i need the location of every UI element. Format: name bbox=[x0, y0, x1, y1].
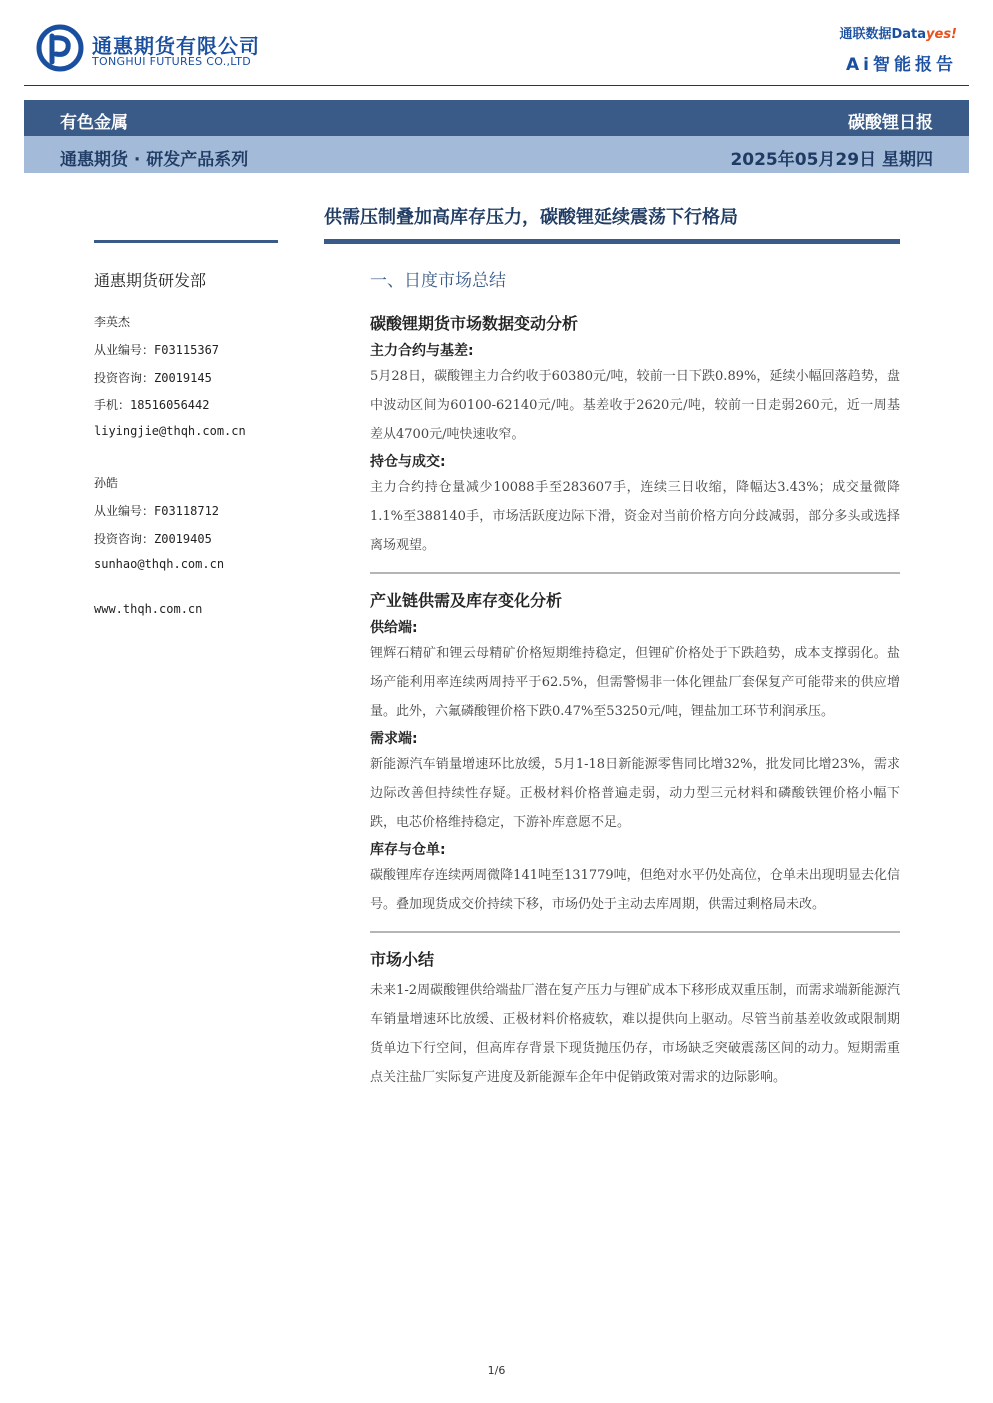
header-divider bbox=[24, 85, 969, 86]
report-type-label: 碳酸锂日报 bbox=[848, 113, 933, 133]
analyst-phone: 手机：18516056442 bbox=[94, 398, 210, 412]
sub-heading: 需求端: bbox=[370, 731, 418, 747]
section-divider bbox=[370, 931, 900, 933]
sidebar-dept: 通惠期货研发部 bbox=[94, 271, 207, 290]
company-logo-icon bbox=[36, 24, 84, 72]
category-label: 有色金属 bbox=[60, 113, 128, 133]
paragraph: 锂辉石精矿和锂云母精矿价格短期维持稳定，但锂矿价格处于下跌趋势，成本支撑弱化。盐场产能利用率连续两周持平于62.5%，但需警惕非一体化锂盐厂套保复产可能带来的供应增量。此外，六氟磷酸锂价格下跌0.47%至53250元/吨，锂盐加工环节利润承压。 bbox=[370, 646, 900, 719]
series-label: 通惠期货 · 研发产品系列 bbox=[60, 150, 249, 170]
datayes-logo bbox=[839, 23, 957, 42]
analyst-license: 从业编号：F03118712 bbox=[94, 504, 220, 518]
section-divider bbox=[370, 572, 900, 574]
datayes-brand: Data bbox=[891, 27, 927, 42]
sidebar-rule bbox=[94, 240, 278, 243]
datayes-yes: yes! bbox=[926, 27, 957, 42]
banner-bottom bbox=[24, 136, 969, 173]
analyst-email[interactable]: liyingjie@thqh.com.cn bbox=[94, 424, 246, 438]
sub-heading: 持仓与成交: bbox=[370, 454, 446, 470]
sub-heading: 主力合约与基差: bbox=[370, 343, 474, 359]
main-content bbox=[370, 262, 900, 1094]
datayes-cn: 通联数据 bbox=[839, 27, 892, 42]
company-name-en: TONGHUI FUTURES CO.,LTD bbox=[92, 55, 252, 68]
page-number: 1/6 bbox=[487, 1364, 506, 1377]
paragraph: 新能源汽车销量增速环比放缓，5月1-18日新能源零售同比增32%，批发同比增23%，需求边际改善但持续性存疑。正极材料价格普遍走弱，动力型三元材料和磷酸铁锂价格小幅下跌，电芯价格维持稳定，下游补库意愿不足。 bbox=[370, 757, 900, 830]
website-link[interactable]: www.thqh.com.cn bbox=[94, 602, 203, 616]
sub-heading: 供给端: bbox=[370, 620, 418, 636]
banner-top bbox=[24, 100, 969, 136]
ai-report-label: Ai智能报告 bbox=[846, 55, 957, 75]
report-date: 2025年05月29日 星期四 bbox=[730, 150, 933, 170]
block-title: 市场小结 bbox=[370, 950, 435, 969]
analyst-advisory: 投资咨询：Z0019145 bbox=[94, 371, 212, 385]
block-title: 产业链供需及库存变化分析 bbox=[370, 591, 563, 610]
sub-heading: 库存与仓单: bbox=[370, 842, 446, 858]
company-name-cn: 通惠期货有限公司 bbox=[92, 34, 260, 58]
report-title: 供需压制叠加高库存压力，碳酸锂延续震荡下行格局 bbox=[324, 207, 738, 228]
analyst-name: 孙皓 bbox=[94, 476, 119, 490]
paragraph: 主力合约持仓量减少10088手至283607手，连续三日收缩，降幅达3.43%；成交量微降1.1%至388140手，市场活跃度边际下滑，资金对当前价格方向分歧减弱，部分多头或选择离场观望。 bbox=[370, 480, 900, 553]
analyst-license: 从业编号：F03115367 bbox=[94, 343, 220, 357]
paragraph: 未来1-2周碳酸锂供给端盐厂潜在复产压力与锂矿成本下移形成双重压制，而需求端新能源汽车销量增速环比放缓、正极材料价格疲软，难以提供向上驱动。尽管当前基差收敛或限制期货单边下行空间，但高库存背景下现货抛压仍存，市场缺乏突破震荡区间的动力。短期需重点关注盐厂实际复产进度及新能源车企年中促销政策对需求的边际影响。 bbox=[370, 983, 900, 1085]
analyst-email[interactable]: sunhao@thqh.com.cn bbox=[94, 557, 225, 571]
title-underline bbox=[324, 239, 900, 244]
block-title: 碳酸锂期货市场数据变动分析 bbox=[370, 314, 579, 333]
analyst-advisory: 投资咨询：Z0019405 bbox=[94, 532, 212, 546]
paragraph: 碳酸锂库存连续两周微降141吨至131779吨，但绝对水平仍处高位，仓单未出现明显去化信号。叠加现货成交价持续下移，市场仍处于主动去库周期，供需过剩格局未改。 bbox=[370, 868, 900, 912]
analyst-name: 李英杰 bbox=[94, 315, 131, 329]
paragraph: 5月28日，碳酸锂主力合约收于60380元/吨，较前一日下跌0.89%，延续小幅回落趋势，盘中波动区间为60100-62140元/吨。基差收于2620元/吨，较前一日走弱260元，近一周基差从4700元/吨快速收窄。 bbox=[370, 369, 900, 442]
section-heading: 一、日度市场总结 bbox=[370, 271, 506, 291]
